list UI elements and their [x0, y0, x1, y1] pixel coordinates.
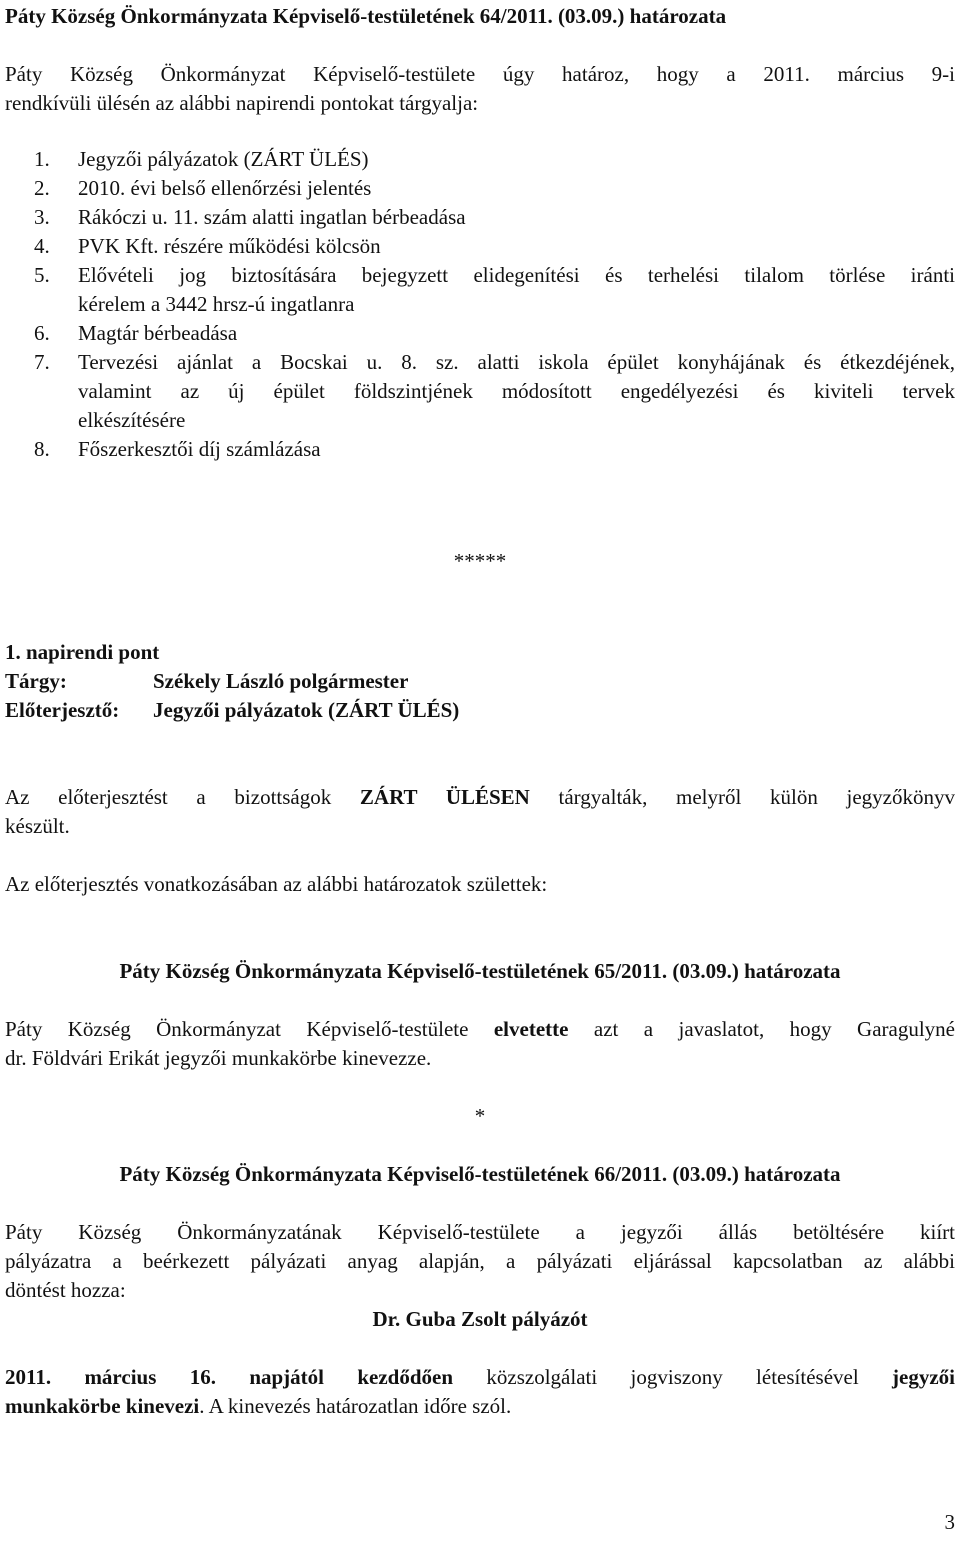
agenda-item-text: valamint az új épület földszintjének módosított engedélyezési és kiviteli tervek: [78, 379, 955, 403]
agenda-item-text: Főszerkesztői díj számlázása: [78, 437, 321, 461]
presenter-label: Előterjesztő:: [5, 698, 120, 722]
agenda-item-number: 1.: [34, 147, 50, 171]
agenda-item-text: Magtár bérbeadása: [78, 321, 238, 345]
resolution-66-title: Páty Község Önkormányzata Képviselő-testületének 66/2011. (03.09.) határozata: [119, 1162, 841, 1186]
committee-text-post: tárgyalták, melyről külön jegyzőkönyv: [529, 785, 955, 809]
agenda-item-number: 6.: [34, 321, 50, 345]
agenda-list: [5, 145, 955, 464]
appointee-name: Dr. Guba Zsolt pályázót: [372, 1307, 588, 1331]
agenda-item-text: Jegyzői pályázatok (ZÁRT ÜLÉS): [78, 147, 369, 171]
agenda-item-number: 2.: [34, 176, 50, 200]
subject-label: Tárgy:: [5, 669, 67, 693]
resolution-65-line1: [5, 1015, 955, 1044]
agenda-item-number: 3.: [34, 205, 50, 229]
agenda-item: [5, 145, 955, 174]
appointment-line1: [5, 1363, 955, 1392]
resolution-65-title: Páty Község Önkormányzata Képviselő-testületének 65/2011. (03.09.) határozata: [119, 959, 841, 983]
committee-text-pre: Az előterjesztést a bizottságok: [5, 785, 360, 809]
resolution-65-line2: dr. Földvári Erikát jegyzői munkakörbe kinevezze.: [5, 1046, 432, 1070]
resolution-66-line2: pályázatra a beérkezett pályázati anyag alapján, a pályázati eljárással kapcsolatban az alábbi: [5, 1249, 955, 1273]
agenda-item-text: kérelem a 3442 hrsz-ú ingatlanra: [78, 292, 355, 316]
notary-text: jegyzői: [892, 1365, 955, 1389]
separator-stars: *****: [453, 549, 507, 573]
subject-row: [5, 667, 408, 696]
agenda-item: [5, 319, 955, 348]
decisions-intro: Az előterjesztés vonatkozásában az alábbi határozatok születtek:: [5, 872, 548, 896]
committee-paragraph-line1: [5, 783, 955, 812]
appoints-text: munkakörbe kinevezi: [5, 1394, 200, 1418]
resolution-64-intro-line1: Páty Község Önkormányzat Képviselő-testülete úgy határoz, hogy a 2011. március 9-i: [5, 62, 955, 86]
committee-paragraph-line2: készült.: [5, 814, 70, 838]
agenda-item: [5, 232, 955, 261]
resolution-66-line3: döntést hozza:: [5, 1278, 126, 1302]
agenda-item-text: elkészítésére: [78, 408, 186, 432]
agenda-item-number: 8.: [34, 437, 50, 461]
agenda-item: [5, 348, 955, 435]
page-number: 3: [944, 1510, 955, 1534]
closed-session-text: ZÁRT ÜLÉSEN: [359, 785, 530, 809]
agenda-item: [5, 261, 955, 319]
subject-value: Székely László polgármester: [153, 669, 409, 693]
agenda-item-number: 7.: [34, 350, 50, 374]
presenter-value: Jegyzői pályázatok (ZÁRT ÜLÉS): [153, 698, 460, 722]
agenda-item-text: Tervezési ajánlat a Bocskai u. 8. sz. alatti iskola épület konyhájának és étkezdéjének,: [78, 350, 955, 374]
resolution-65-text-pre: Páty Község Önkormányzat Képviselő-testülete: [5, 1017, 494, 1041]
appointment-text-post: . A kinevezés határozatlan időre szól.: [199, 1394, 512, 1418]
agenda-item-number: 5.: [34, 263, 50, 287]
document-page: [5, 0, 955, 1541]
agenda-item-heading: 1. napirendi pont: [5, 640, 160, 664]
agenda-item-text: Rákóczi u. 11. szám alatti ingatlan bérbeadása: [78, 205, 466, 229]
start-date-text: 2011. március 16. napjától kezdődően: [5, 1365, 454, 1389]
appointment-line2: [5, 1392, 511, 1421]
resolution-66-line1: Páty Község Önkormányzatának Képviselő-testülete a jegyzői állás betöltésére kiírt: [5, 1220, 955, 1244]
agenda-item-number: 4.: [34, 234, 50, 258]
agenda-item: [5, 174, 955, 203]
presenter-row: [5, 696, 459, 725]
appointment-text-mid: közszolgálati jogviszony létesítésével: [453, 1365, 893, 1389]
agenda-item: [5, 435, 955, 464]
rejected-text: elvetette: [493, 1017, 569, 1041]
separator-star: *: [474, 1104, 486, 1128]
agenda-item-text: Elővételi jog biztosítására bejegyzett elidegenítési és terhelési tilalom törlése iránti: [78, 263, 955, 287]
agenda-item-text: 2010. évi belső ellenőrzési jelentés: [78, 176, 372, 200]
agenda-item-text: PVK Kft. részére működési kölcsön: [78, 234, 381, 258]
resolution-64-intro-line2: rendkívüli ülésén az alábbi napirendi pontokat tárgyalja:: [5, 91, 479, 115]
resolution-64-title: Páty Község Önkormányzata Képviselő-testületének 64/2011. (03.09.) határozata: [5, 4, 727, 28]
agenda-item: [5, 203, 955, 232]
resolution-65-text-post: azt a javaslatot, hogy Garagulyné: [568, 1017, 955, 1041]
